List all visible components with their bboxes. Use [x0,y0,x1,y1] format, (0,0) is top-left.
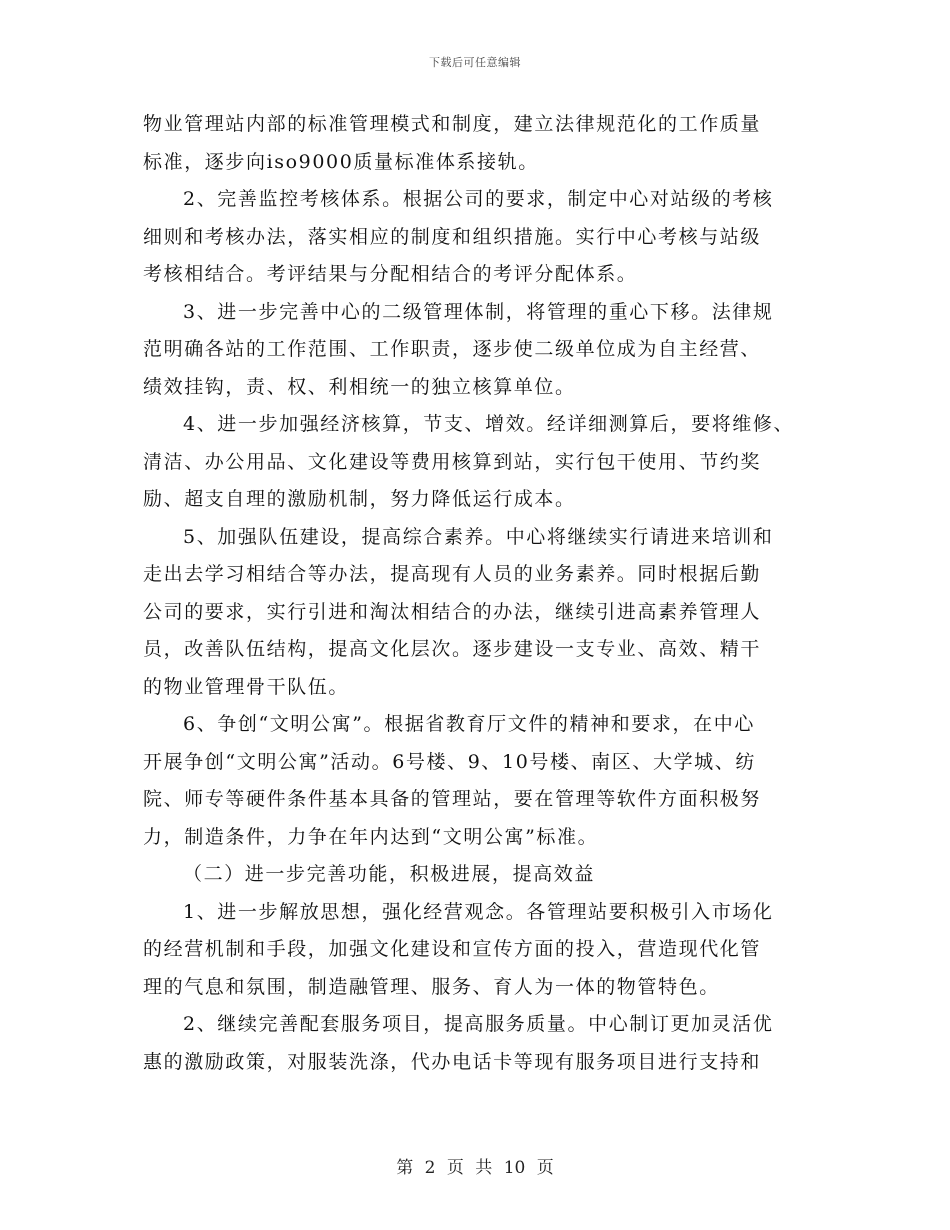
text-line: 的物业管理骨干队伍。 [143,675,350,698]
text-line: 3、进一步完善中心的二级管理体制，将管理的重心下移。法律规 [183,300,774,323]
text-line: 2、完善监控考核体系。根据公司的要求，制定中心对站级的考核 [183,188,774,210]
text-line: 5、加强队伍建设，提高综合素养。中心将继续实行请进来培训和 [183,525,774,548]
page-number-footer: 第 2 页 共 10 页 [396,1158,554,1178]
text-line: 公司的要求，实行引进和淘汰相结合的办法，继续引进高素养管理人 [143,600,762,623]
text-line: 4、进一步加强经济核算，节支、增效。经详细测算后，要将维修、 [183,413,795,435]
text-line: 励、超支自理的激励机制，努力降低运行成本。 [143,488,576,510]
text-line: 考核相结合。考评结果与分配相结合的考评分配体系。 [143,263,638,285]
text-line: 清洁、办公用品、文化建设等费用核算到站，实行包干使用、节约奖 [143,450,762,473]
text-line: 惠的激励政策，对服装洗涤，代办电话卡等现有服务项目进行支持和 [143,1050,762,1073]
text-line: 细则和考核办法，落实相应的制度和组织措施。实行中心考核与站级 [143,225,762,248]
text-line: 的经营机制和手段，加强文化建设和宣传方面的投入，营造现代化管 [143,938,762,960]
text-line: 标准，逐步向iso9000质量标准体系接轨。 [143,150,539,173]
text-line: 范明确各站的工作范围、工作职责，逐步使二级单位成为自主经营、 [143,338,762,360]
text-line: 理的气息和氛围，制造融管理、服务、育人为一体的物管特色。 [143,975,720,998]
text-line: 走出去学习相结合等办法，提高现有人员的业务素养。同时根据后勤 [143,563,762,585]
text-line: 1、进一步解放思想，强化经营观念。各管理站要积极引入市场化 [183,900,774,923]
text-line: 2、继续完善配套服务项目，提高服务质量。中心制订更加灵活优 [183,1013,774,1035]
text-line: 6、争创“文明公寓”。根据省教育厅文件的精神和要求，在中心 [183,713,755,735]
document-body [143,106,823,1081]
text-line: 开展争创“文明公寓”活动。6号楼、9、10号楼、南区、大学城、纺 [143,750,756,773]
text-line: 绩效挂钩，责、权、利相统一的独立核算单位。 [143,375,576,398]
text-line: （二）进一步完善功能，积极进展，提高效益 [183,863,596,885]
text-line: 院、师专等硬件条件基本具备的管理站，要在管理等软件方面积极努 [143,788,762,810]
text-line: 员，改善队伍结构，提高文化层次。逐步建设一支专业、高效、精干 [143,638,762,660]
text-line: 力，制造条件，力争在年内达到“文明公寓”标准。 [143,825,599,848]
page-header-note: 下载后可任意编辑 [429,56,521,69]
text-line: 物业管理站内部的标准管理模式和制度，建立法律规范化的工作质量 [143,113,762,135]
